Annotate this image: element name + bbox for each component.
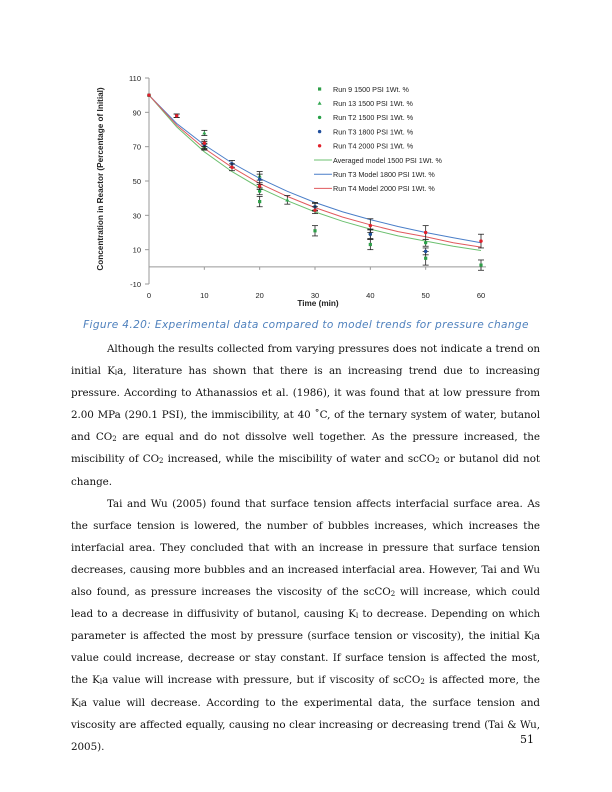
- paragraph-1: Although the results collected from varying pressures does not indicate a trend on initial $K_la$, literature has shown that there is an increasing trend due to increasing pressure. According to Athanassios et al. (1986), it was found that at low pressure from 2.00 MPa (290.1 PSI), the immiscibility, at 40 ˚C, of the ternary system of water, butanol and $CO_2$ are equal and do not dissolve well together. As the pressure increased, the miscibility of $CO_2$ increased, while the miscibility of water and scCO$_2$ or butanol did not change.: [71, 343, 541, 488]
- legend-item: [314, 170, 435, 179]
- data-point: [369, 233, 372, 236]
- y-axis-label: Concentration in Reactor (Percentage of Initial): [96, 87, 105, 271]
- legend-item: [318, 142, 414, 151]
- data-point: [258, 190, 261, 193]
- legend-label: Run 13 1500 PSI 1Wt. %: [333, 99, 413, 108]
- legend-item: [318, 85, 410, 94]
- y-tick-label: 70: [132, 142, 141, 152]
- data-point: [202, 131, 206, 135]
- figure-caption: Figure 4.20: Experimental data compared to model trends for pressure change: [83, 319, 529, 331]
- data-point: [147, 93, 150, 96]
- data-point: [424, 241, 427, 244]
- legend-label: Run T3 1800 PSI 1Wt. %: [333, 127, 414, 137]
- legend-item: [318, 113, 414, 122]
- data-point: [479, 264, 482, 267]
- x-tick-label: 10: [200, 291, 209, 300]
- legend-item: [314, 184, 435, 193]
- x-tick-label: 60: [476, 291, 486, 300]
- legend-label: Run T4 2000 PSI 1Wt. %: [333, 141, 414, 151]
- legend-label: Run 9 1500 PSI 1Wt. %: [333, 84, 409, 94]
- data-point: [230, 166, 233, 169]
- page-number: 51: [520, 733, 534, 746]
- model-line: [149, 95, 481, 243]
- x-tick-label: 50: [421, 291, 430, 300]
- x-tick-label: 0: [146, 291, 152, 300]
- paragraph-2: Tai and Wu (2005) found that surface tension affects interfacial surface area. As the surface tension is lowered, the number of bubbles increases, which increases the interfacial area. They concluded that with an increase in pressure that surface tension decreases, causing more bubbles and an increased interfacial area. However, Tai and Wu also found, as pressure increases the viscosity of the scCO$_2$ will increase, which could lead to a decrease in diffusivity of butanol, causing $K_l$ to decrease. Depending on which parameter is affected the most by pressure (surface tension or viscosity), the initial $K_la$ value could increase, decrease or stay constant. If surface tension is affected the most, the $K_la$ value will increase with pressure, but if viscosity of scCO$_2$ is affected more, the $K_la$ value will decrease. According to the experimental data, the surface tension and viscosity are affected equally, causing no clear increasing or decreasing trend (Tai & Wu, 2005).: [71, 497, 540, 753]
- y-tick-label: 90: [132, 108, 141, 118]
- x-tick-label: 20: [255, 291, 264, 300]
- legend-marker: [318, 130, 321, 133]
- y-tick-label: -10: [130, 280, 141, 289]
- data-points: [147, 93, 484, 270]
- legend-item: [318, 99, 414, 108]
- data-point: [424, 231, 427, 234]
- y-tick-label: 110: [129, 74, 141, 83]
- data-point: [369, 243, 372, 246]
- y-tick-label: 50: [132, 177, 141, 186]
- legend-label: Averaged model 1500 PSI 1Wt. %: [333, 155, 442, 165]
- concentration-vs-time-chart: [80, 66, 520, 316]
- x-axis-label: Time (min): [297, 299, 339, 308]
- legend-label: Run T3 Model 1800 PSI 1Wt. %: [333, 170, 435, 179]
- y-tick-label: 30: [132, 211, 141, 221]
- x-tick-label: 40: [366, 291, 375, 300]
- legend-item: [318, 127, 414, 136]
- data-point: [479, 239, 482, 242]
- legend-item: [314, 156, 443, 165]
- legend-label: Run T4 Model 2000 PSI 1Wt. %: [333, 184, 435, 194]
- data-point: [258, 178, 261, 181]
- data-point: [203, 142, 206, 145]
- body-text: [71, 338, 540, 758]
- data-point: [424, 250, 427, 253]
- data-point: [369, 224, 372, 227]
- data-point: [258, 200, 261, 203]
- legend-marker: [318, 101, 322, 105]
- y-tick-label: 10: [132, 245, 141, 255]
- legend-marker: [318, 87, 321, 90]
- data-point: [258, 184, 261, 187]
- data-point: [175, 114, 178, 117]
- data-point: [313, 208, 316, 211]
- data-point: [313, 229, 316, 232]
- data-point: [424, 257, 427, 260]
- legend-marker: [318, 116, 321, 119]
- legend-label: Run T2 1500 PSI 1Wt. %: [333, 113, 414, 123]
- x-tick-label: 30: [310, 291, 320, 300]
- legend-marker: [318, 144, 321, 147]
- chart-legend: [314, 85, 443, 193]
